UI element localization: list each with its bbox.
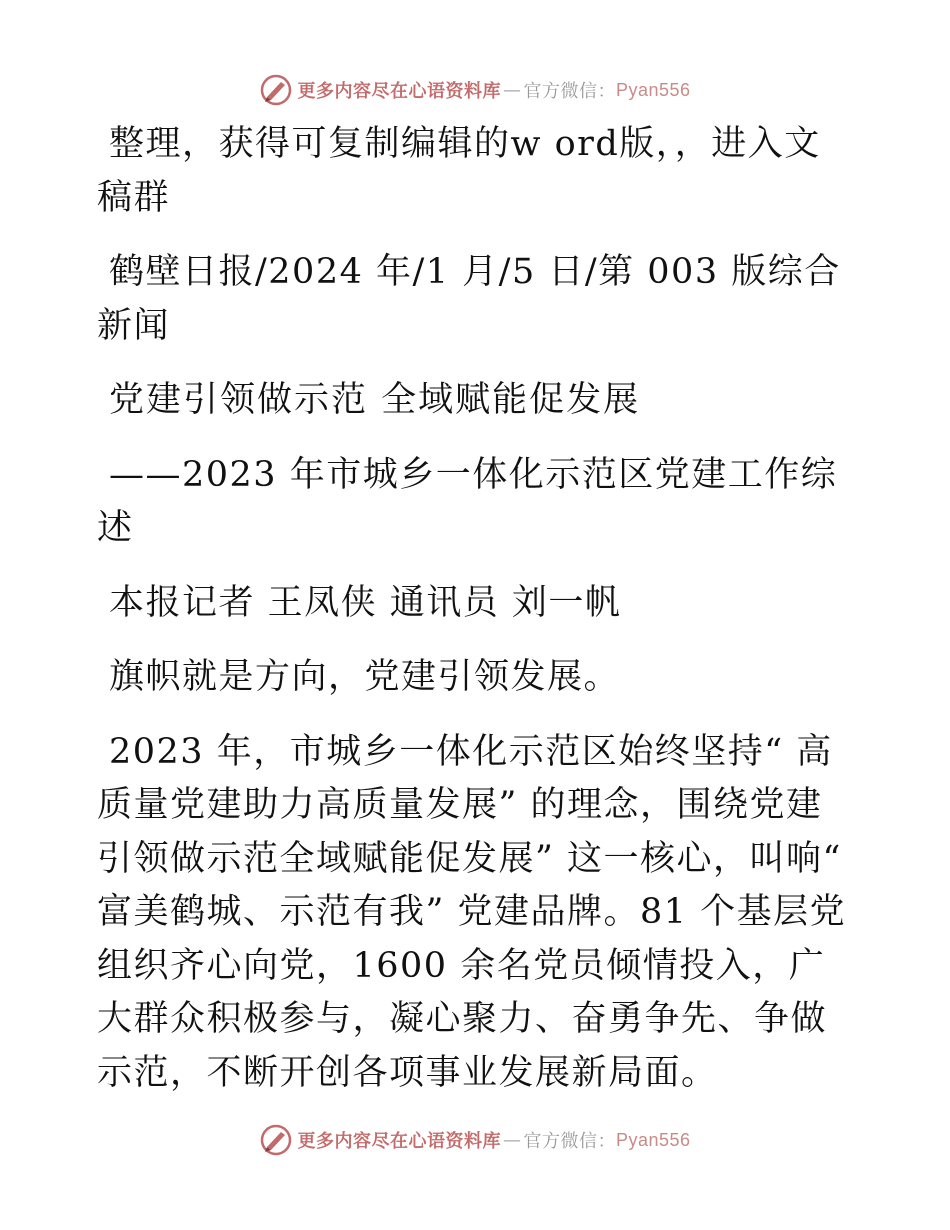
- byline: 本报记者 王凤侠 通讯员 刘一帆: [109, 582, 622, 623]
- lead-paragraph: 旗帜就是方向，党建引领发展。: [109, 657, 621, 697]
- watermark-site-text: 更多内容尽在心语资料库: [297, 1131, 501, 1152]
- watermark-wechat-id: Pyan556: [615, 1129, 691, 1150]
- source-line: 鹤壁日报/2024 年/1 月/5 日/第 003 版综合新闻: [97, 252, 841, 346]
- body-paragraph: 2023 年，市城乡一体化示范区始终坚持“ 高质量党建助力高质量发展” 的理念，围绕党建引领做示范全域赋能促发展” 这一核心，叫响“ 富美鹤城、示范有我” 党建品牌。81 个基层党组织齐心向党，1600 余名党员倾情投入，广大群众积极参与，凝心聚力、奋勇争先、争做示范，不断开创各项事业发展新局面。: [97, 731, 847, 1093]
- footer-watermark: [0, 1120, 950, 1160]
- watermark-separator: —: [502, 79, 522, 101]
- document-body: [97, 118, 857, 1121]
- watermark-site-text: 更多内容尽在心语资料库: [297, 81, 501, 102]
- article-title: 党建引领做示范 全域赋能促发展: [109, 380, 641, 420]
- article-subtitle: ——2023 年市城乡一体化示范区党建工作综述: [97, 454, 838, 548]
- watermark-label: 官方微信：: [523, 81, 616, 102]
- watermark-label: 官方微信：: [523, 1131, 616, 1152]
- intro-note: 整理，获得可复制编辑的w ord版，，进入文稿群: [97, 124, 821, 218]
- watermark-wechat-id: Pyan556: [615, 79, 691, 100]
- header-watermark: [0, 70, 950, 110]
- pen-logo-icon: [259, 1123, 293, 1157]
- pen-logo-icon: [259, 73, 293, 107]
- watermark-separator: —: [502, 1129, 522, 1151]
